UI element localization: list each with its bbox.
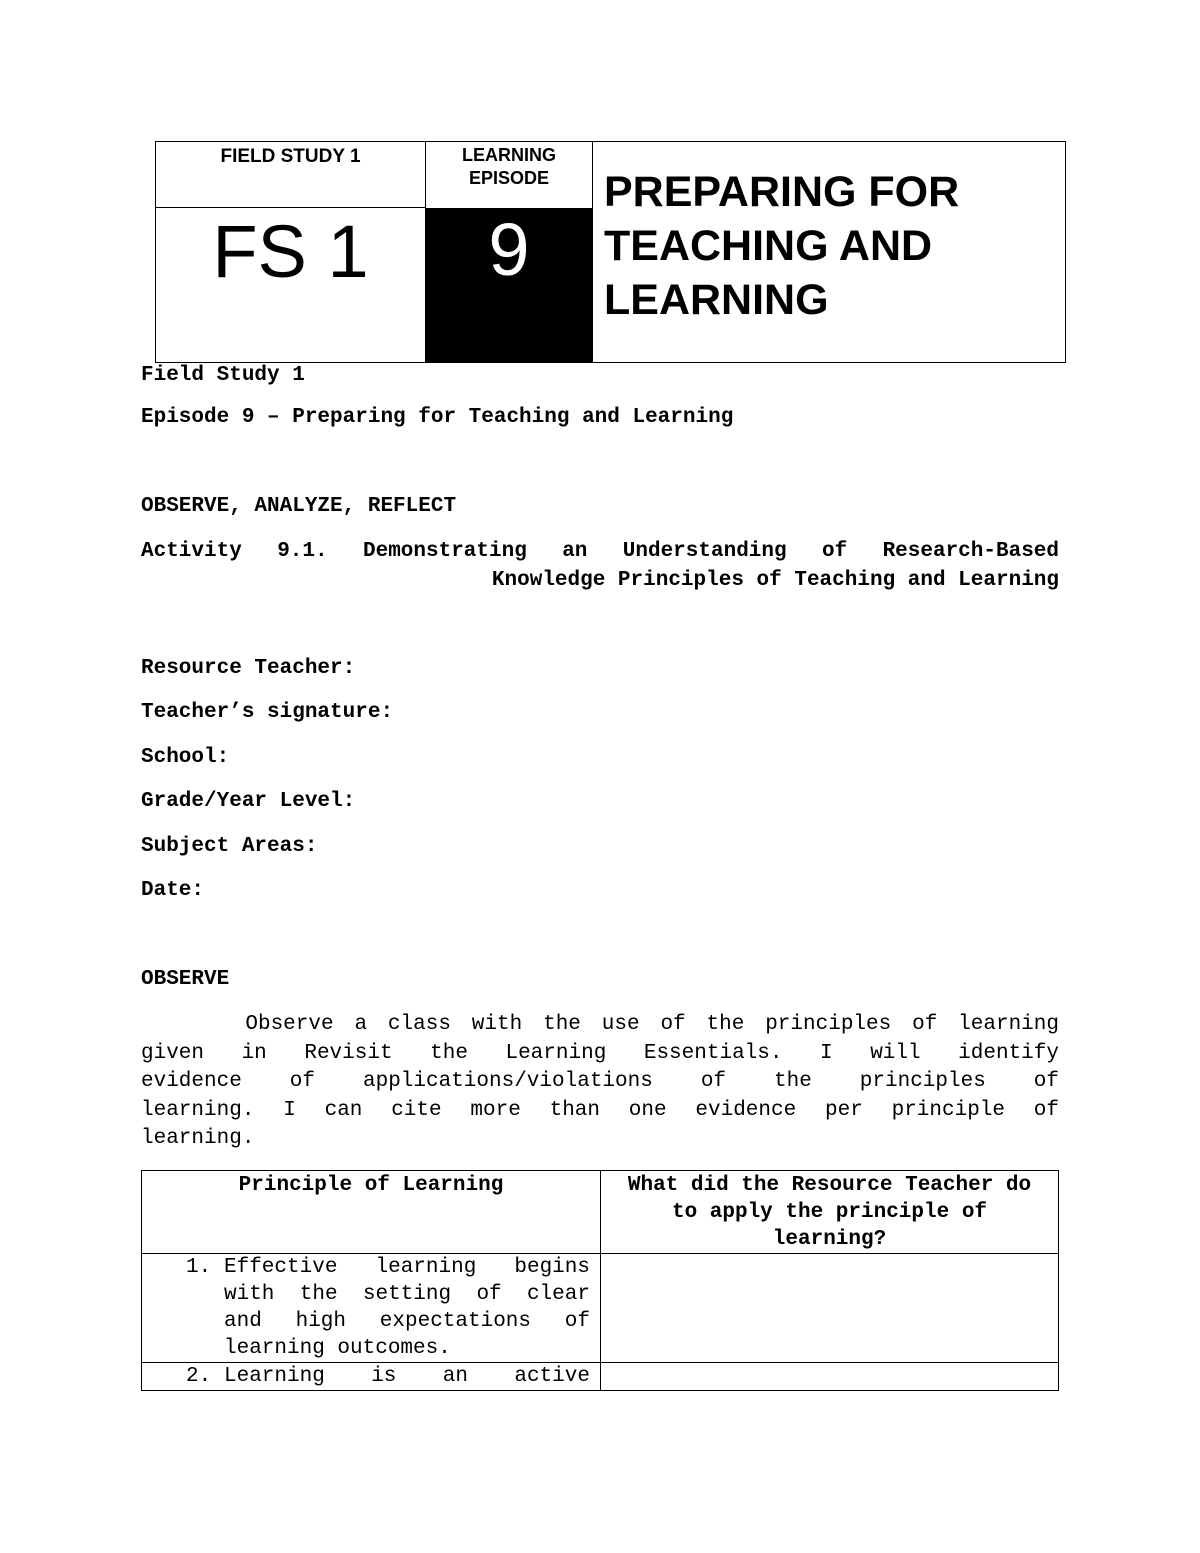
signature-field: Teacher’s signature: bbox=[141, 701, 394, 724]
principle-line: Learning is an active bbox=[224, 1365, 590, 1388]
fs-code-cell bbox=[156, 208, 426, 362]
table-row bbox=[142, 1254, 1059, 1363]
episode-number-cell bbox=[426, 208, 593, 362]
table-header-row bbox=[142, 1171, 1059, 1254]
principle-line: with the setting of clear bbox=[224, 1283, 590, 1306]
principle-line: Effective learning begins bbox=[224, 1256, 590, 1279]
episode-title-cell bbox=[593, 142, 1065, 362]
paragraph-line: given in Revisit the Learning Essentials. I will identify bbox=[141, 1041, 1059, 1065]
answer-cell[interactable] bbox=[601, 1254, 1059, 1363]
episode-header-box bbox=[155, 141, 1066, 363]
date-field: Date: bbox=[141, 879, 205, 902]
observe-heading: OBSERVE bbox=[141, 968, 230, 991]
principle-number: 2. bbox=[186, 1365, 212, 1388]
fs-code: FS 1 bbox=[212, 210, 369, 293]
course-name: Field Study 1 bbox=[141, 364, 305, 387]
principle-line: and high expectations of bbox=[224, 1310, 590, 1333]
episode-title-line: LEARNING bbox=[604, 276, 829, 324]
paragraph-line: learning. I can cite more than one evidence per principle of bbox=[141, 1098, 1059, 1122]
school-field: School: bbox=[141, 746, 230, 769]
episode-number: 9 bbox=[488, 208, 530, 291]
principle-line: learning outcomes. bbox=[224, 1337, 451, 1360]
table-header-principle: Principle of Learning bbox=[142, 1171, 601, 1254]
grade-level-field: Grade/Year Level: bbox=[141, 790, 356, 813]
activity-title-line1: Activity 9.1. Demonstrating an Understanding of Research-Based bbox=[141, 540, 1059, 563]
principle-cell bbox=[142, 1363, 601, 1391]
activity-title bbox=[141, 537, 1059, 595]
field-study-label-cell bbox=[156, 142, 426, 208]
episode-title bbox=[604, 165, 959, 327]
resource-teacher-field: Resource Teacher: bbox=[141, 657, 356, 680]
learning-episode-label: LEARNING EPISODE bbox=[462, 145, 556, 188]
table-row bbox=[142, 1363, 1059, 1391]
section-heading: OBSERVE, ANALYZE, REFLECT bbox=[141, 495, 457, 518]
principle-number: 1. bbox=[186, 1256, 212, 1279]
principles-table bbox=[141, 1170, 1059, 1391]
episode-name: Episode 9 – Preparing for Teaching and Learning bbox=[141, 406, 734, 429]
subject-areas-field: Subject Areas: bbox=[141, 835, 318, 858]
paragraph-line: Observe a class with the use of the principles of learning bbox=[141, 1013, 1059, 1036]
episode-title-line: PREPARING FOR bbox=[604, 168, 960, 216]
paragraph-line: learning. bbox=[141, 1127, 255, 1150]
table-header-resource-teacher: What did the Resource Teacher do to apply the principle of learning? bbox=[601, 1171, 1059, 1254]
field-study-label: FIELD STUDY 1 bbox=[220, 146, 361, 167]
paragraph-line: evidence of applications/violations of the principles of bbox=[141, 1070, 1059, 1093]
episode-title-line: TEACHING AND bbox=[604, 222, 933, 270]
activity-title-line2: Knowledge Principles of Teaching and Learning bbox=[491, 569, 1059, 592]
answer-cell[interactable] bbox=[601, 1363, 1059, 1391]
observe-paragraph bbox=[141, 1011, 1059, 1154]
learning-episode-label-cell bbox=[426, 142, 593, 208]
principle-cell bbox=[142, 1254, 601, 1363]
